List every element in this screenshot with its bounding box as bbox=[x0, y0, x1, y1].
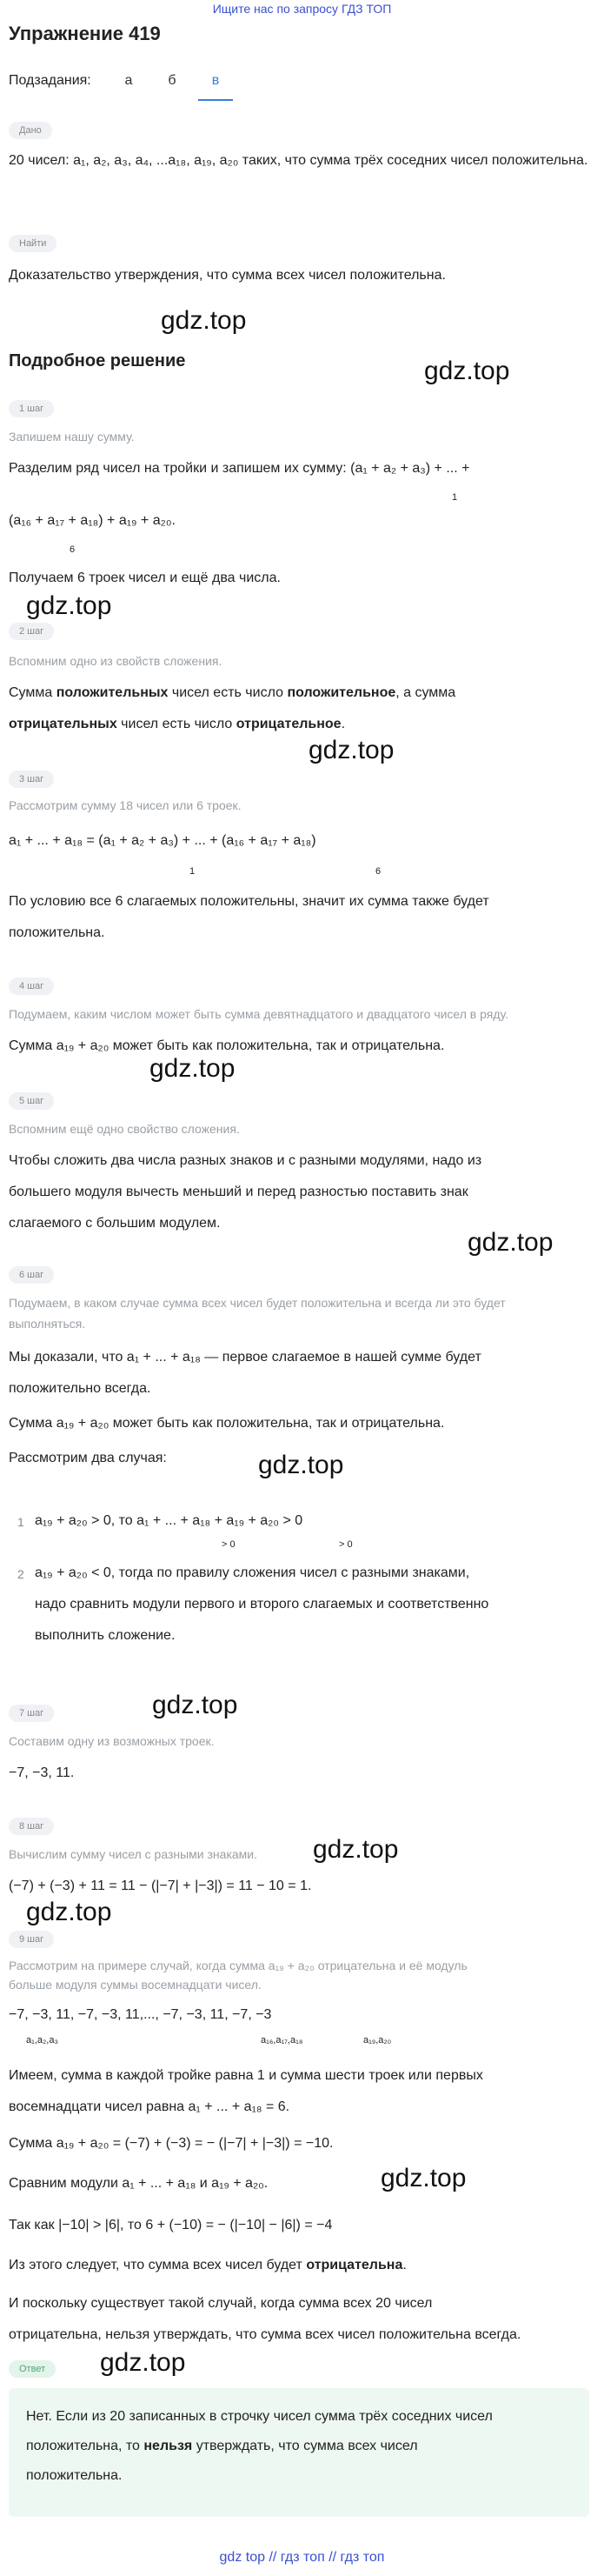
watermark: gdz.top bbox=[161, 306, 247, 335]
watermark: gdz.top bbox=[152, 1691, 238, 1719]
page-title: Упражнение 419 bbox=[9, 23, 161, 44]
tab-b[interactable]: б bbox=[168, 73, 176, 88]
case-1-number: 1 bbox=[17, 1515, 24, 1529]
step-3-pill: 3 шаг bbox=[9, 771, 54, 788]
step-1-hint: Запишем нашу сумму. bbox=[9, 430, 135, 444]
step-6-line1: Мы доказали, что a₁ + ... + a₁₈ — первое слагаемое в нашей сумме будет bbox=[9, 1350, 481, 1365]
step-6-pill: 6 шаг bbox=[9, 1266, 54, 1284]
tab-a[interactable]: а bbox=[124, 73, 133, 88]
underbrace-label: a₁₉,a₂₀ bbox=[363, 2035, 392, 2045]
step-4-hint: Подумаем, каким числом может быть сумма девятнадцатого и двадцатого чисел в ряду. bbox=[9, 1007, 509, 1021]
step-9-line3: Сумма a₁₉ + a₂₀ = (−7) + (−3) = − (|−7| + |−3|) = −10. bbox=[9, 2136, 334, 2151]
step-9-line8: отрицательна, нельзя утверждать, что сумма всех чисел положительна всегда. bbox=[9, 2327, 521, 2342]
step-4-line1: Сумма a₁₉ + a₂₀ может быть как положительна, так и отрицательна. bbox=[9, 1038, 445, 1053]
step-8-line1: (−7) + (−3) + 11 = 11 − (|−7| + |−3|) = 11 − 10 = 1. bbox=[9, 1879, 312, 1893]
step-1-line3: Получаем 6 троек чисел и ещё два числа. bbox=[9, 571, 281, 585]
step-2-hint: Вспомним одно из свойств сложения. bbox=[9, 654, 222, 668]
underbrace-label: 6 bbox=[375, 866, 382, 877]
step-6-line2: положительно всегда. bbox=[9, 1381, 151, 1396]
watermark: gdz.top bbox=[100, 2348, 186, 2377]
watermark: gdz.top bbox=[258, 1451, 344, 1479]
step-1-line1: Разделим ряд чисел на тройки и запишем их сумму: (a₁ + a₂ + a₃) + ... + bbox=[9, 461, 470, 476]
watermark: gdz.top bbox=[381, 2164, 467, 2192]
underbrace-label: a₁₆,a₁₇,a₁₈ bbox=[261, 2035, 303, 2045]
watermark: gdz.top bbox=[149, 1054, 236, 1083]
step-9-hint2: больше модуля суммы восемнадцати чисел. bbox=[9, 1978, 262, 1992]
top-banner[interactable]: Ищите нас по запросу ГДЗ ТОП bbox=[212, 2, 392, 16]
footer-links[interactable]: gdz top // гдз топ // гдз топ bbox=[219, 2550, 385, 2565]
step-9-line6: Из этого следует, что сумма всех чисел будет отрицательна. bbox=[9, 2258, 407, 2272]
step-9-line5: Так как |−10| > |6|, то 6 + (−10) = − (|−10| − |6|) = −4 bbox=[9, 2218, 333, 2232]
tab-v[interactable]: в bbox=[211, 73, 220, 88]
step-5-line2: большего модуля вычесть меньший и перед разностью поставить знак bbox=[9, 1185, 468, 1199]
step-1-line2: (a₁₆ + a₁₇ + a₁₈) + a₁₉ + a₂₀. bbox=[9, 513, 176, 528]
case-2-number: 2 bbox=[17, 1567, 24, 1581]
underbrace-label: a₁,a₂,a₃ bbox=[26, 2035, 58, 2045]
step-9-sequence: −7, −3, 11, −7, −3, 11,..., −7, −3, 11, −7, −3 bbox=[9, 2007, 272, 2022]
given-text: 20 чисел: a₁, a₂, a₃, a₄, ...a₁₈, a₁₉, a₂₀ таких, что сумма трёх соседних чисел положительна. bbox=[9, 153, 588, 168]
step-9-line2: восемнадцати чисел равна a₁ + ... + a₁₈ = 6. bbox=[9, 2099, 290, 2114]
step-5-pill: 5 шаг bbox=[9, 1092, 54, 1110]
underbrace-label: 1 bbox=[189, 866, 196, 877]
step-5-line1: Чтобы сложить два числа разных знаков и с разными модулями, надо из bbox=[9, 1153, 482, 1168]
step-3-line2: положительна. bbox=[9, 925, 105, 940]
answer-text bbox=[26, 2402, 574, 2491]
step-9-line1: Имеем, сумма в каждой тройке равна 1 и сумма шести троек или первых bbox=[9, 2068, 483, 2083]
step-9-line4: Сравним модули a₁ + ... + a₁₈ и a₁₉ + a₂₀. bbox=[9, 2176, 269, 2191]
watermark: gdz.top bbox=[313, 1835, 399, 1864]
step-1-pill: 1 шаг bbox=[9, 400, 54, 417]
step-3-hint: Рассмотрим сумму 18 чисел или 6 троек. bbox=[9, 798, 242, 812]
step-2-pill: 2 шаг bbox=[9, 623, 54, 640]
step-6-line3: Сумма a₁₉ + a₂₀ может быть как положительна, так и отрицательна. bbox=[9, 1416, 445, 1431]
solution-heading: Подробное решение bbox=[9, 351, 186, 370]
step-8-hint: Вычислим сумму чисел с разными знаками. bbox=[9, 1847, 257, 1861]
step-9-hint1: Рассмотрим на примере случай, когда сумма a₁₉ + a₂₀ отрицательна и её модуль bbox=[9, 1959, 468, 1972]
underbrace-label: > 0 bbox=[339, 1539, 353, 1550]
step-9-pill: 9 шаг bbox=[9, 1931, 54, 1948]
given-pill: Дано bbox=[9, 122, 52, 139]
watermark: gdz.top bbox=[424, 357, 510, 385]
step-2-line1: Сумма положительных чисел есть число положительное, а сумма bbox=[9, 685, 456, 700]
find-text: Доказательство утверждения, что сумма всех чисел положительна. bbox=[9, 268, 446, 283]
step-6-hint2: выполняться. bbox=[9, 1317, 86, 1331]
step-6-line4: Рассмотрим два случая: bbox=[9, 1451, 167, 1465]
answer-line1: Нет. Если из 20 записанных в строчку чисел сумма трёх соседних чисел bbox=[26, 2409, 493, 2424]
underbrace-label: 1 bbox=[452, 492, 458, 503]
step-8-pill: 8 шаг bbox=[9, 1818, 54, 1835]
answer-pill: Ответ bbox=[9, 2360, 56, 2378]
step-7-pill: 7 шаг bbox=[9, 1705, 54, 1722]
watermark: gdz.top bbox=[26, 1898, 112, 1926]
step-3-formula: a₁ + ... + a₁₈ = (a₁ + a₂ + a₃) + ... + (a₁₆ + a₁₇ + a₁₈) bbox=[9, 833, 316, 848]
case-1-formula: a₁₉ + a₂₀ > 0, то a₁ + ... + a₁₈ + a₁₉ + a₂₀ > 0 bbox=[35, 1513, 303, 1528]
step-5-hint: Вспомним ещё одно свойство сложения. bbox=[9, 1122, 240, 1136]
find-pill: Найти bbox=[9, 235, 56, 252]
watermark: gdz.top bbox=[309, 736, 395, 764]
watermark: gdz.top bbox=[26, 591, 112, 620]
case-2-line3: выполнить сложение. bbox=[35, 1628, 176, 1643]
step-3-line1: По условию все 6 слагаемых положительны, значит их сумма также будет bbox=[9, 894, 489, 909]
step-2-line2: отрицательных чисел есть число отрицательное. bbox=[9, 717, 346, 731]
answer-line2: положительна, то нельзя утверждать, что сумма всех чисел bbox=[26, 2439, 418, 2453]
step-7-hint: Составим одну из возможных троек. bbox=[9, 1734, 215, 1748]
step-5-line3: слагаемого с большим модулем. bbox=[9, 1216, 221, 1231]
answer-line3: положительна. bbox=[26, 2468, 123, 2483]
underbrace-label: 6 bbox=[70, 544, 76, 555]
subtasks-label: Подзадания: bbox=[9, 73, 91, 88]
step-4-pill: 4 шаг bbox=[9, 978, 54, 995]
watermark: gdz.top bbox=[468, 1228, 554, 1257]
underbrace-label: > 0 bbox=[222, 1539, 236, 1550]
case-2-line2: надо сравнить модули первого и второго слагаемых и соответственно bbox=[35, 1597, 489, 1612]
step-9-line7: И поскольку существует такой случай, когда сумма всех 20 чисел bbox=[9, 2296, 433, 2311]
case-2-line1: a₁₉ + a₂₀ < 0, тогда по правилу сложения чисел с разными знаками, bbox=[35, 1565, 470, 1580]
active-tab-indicator bbox=[198, 99, 233, 101]
step-7-line1: −7, −3, 11. bbox=[9, 1765, 75, 1780]
step-6-hint1: Подумаем, в каком случае сумма всех чисел будет положительна и всегда ли это будет bbox=[9, 1296, 506, 1310]
